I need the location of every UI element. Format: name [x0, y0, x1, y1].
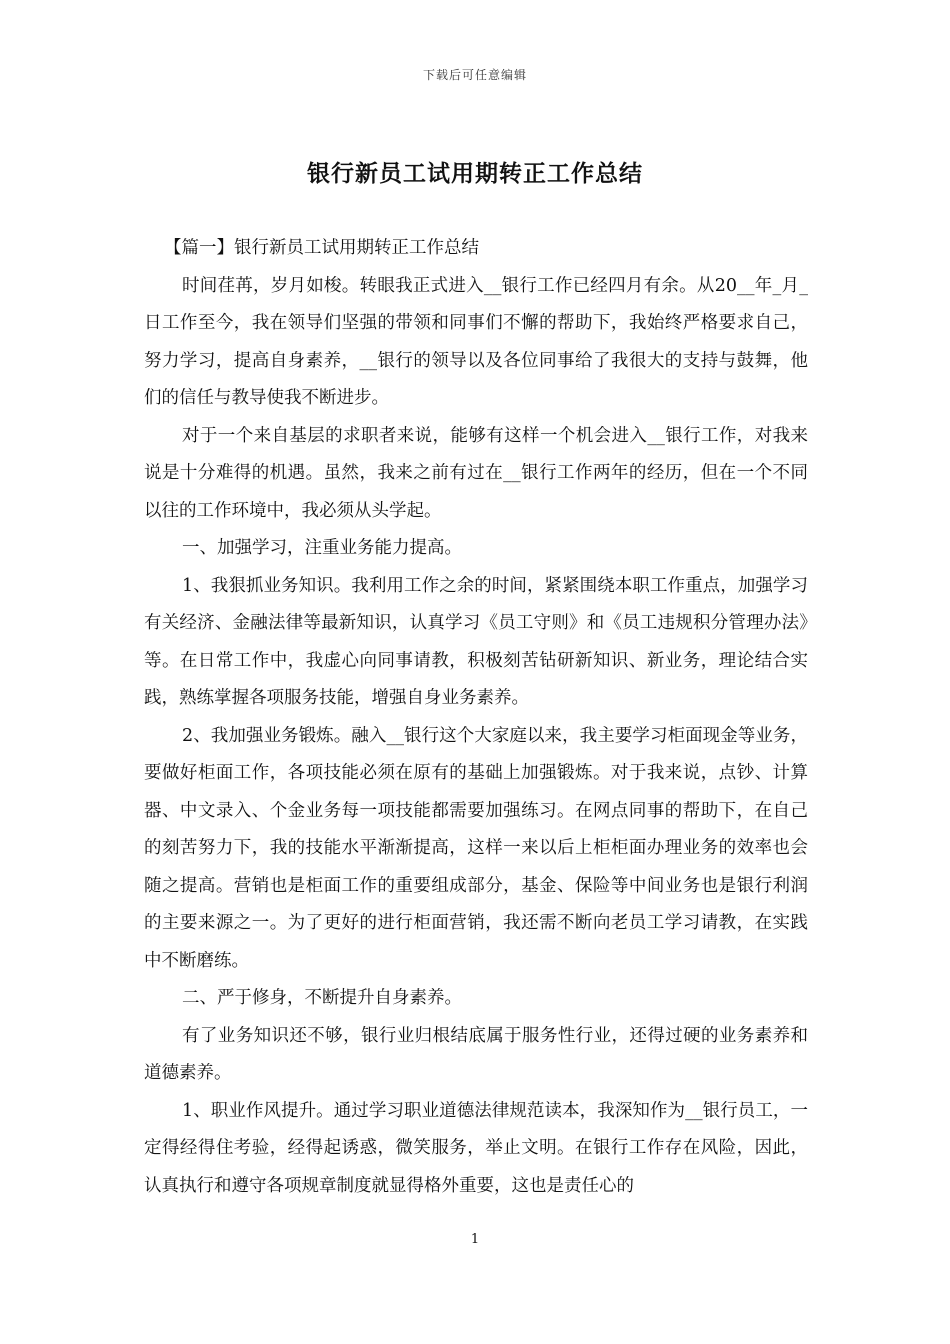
paragraph: 有了业务知识还不够，银行业归根结底属于服务性行业，还得过硬的业务素养和道德素养。 — [144, 1025, 808, 1083]
paragraph: 1、职业作风提升。通过学习职业道德法律规范读本，我深知作为__银行员工，一定得经得住考验，经得起诱惑，微笑服务，举止文明。在银行工作存在风险，因此，认真执行和遵守各项规章制度就显得格外重要，这也是责任心的 — [144, 1100, 808, 1196]
document-title: 银行新员工试用期转正工作总结 — [307, 160, 643, 187]
paragraph: 时间荏苒，岁月如梭。转眼我正式进入__银行工作已经四月有余。从20__年_月_日工作至今，我在领导们坚强的带领和同事们不懈的帮助下，我始终严格要求自己，努力学习，提高自身素养，__银行的领导以及各位同事给了我很大的支持与鼓舞，他们的信任与教导使我不断进步。 — [144, 275, 808, 408]
page-number: 1 — [470, 1232, 480, 1247]
page-header-note: 下载后可任意编辑 — [422, 68, 527, 82]
paragraph-heading: 二、严于修身，不断提升自身素养。 — [182, 988, 462, 1008]
paragraph-heading: 一、加强学习，注重业务能力提高。 — [182, 538, 462, 558]
section-heading: 【篇一】银行新员工试用期转正工作总结 — [164, 238, 479, 258]
document-body — [144, 230, 808, 1205]
paragraph: 2、我加强业务锻炼。融入__银行这个大家庭以来，我主要学习柜面现金等业务，要做好柜面工作，各项技能必须在原有的基础上加强锻炼。对于我来说，点钞、计算器、中文录入、个金业务每一项技能都需要加强练习。在网点同事的帮助下，在自己的刻苦努力下，我的技能水平渐渐提高，这样一来以后上柜柜面办理业务的效率也会随之提高。营销也是柜面工作的重要组成部分，基金、保险等中间业务也是银行利润的主要来源之一。为了更好的进行柜面营销，我还需不断向老员工学习请教，在实践中不断磨练。 — [144, 725, 808, 971]
paragraph: 对于一个来自基层的求职者来说，能够有这样一个机会进入__银行工作，对我来说是十分难得的机遇。虽然，我来之前有过在__银行工作两年的经历，但在一个不同以往的工作环境中，我必须从头学起。 — [144, 425, 808, 521]
paragraph: 1、我狠抓业务知识。我利用工作之余的时间，紧紧围绕本职工作重点，加强学习有关经济、金融法律等最新知识，认真学习《员工守则》和《员工违规积分管理办法》等。在日常工作中，我虚心向同事请教，积极刻苦钻研新知识、新业务，理论结合实践，熟练掌握各项服务技能，增强自身业务素养。 — [144, 575, 808, 708]
